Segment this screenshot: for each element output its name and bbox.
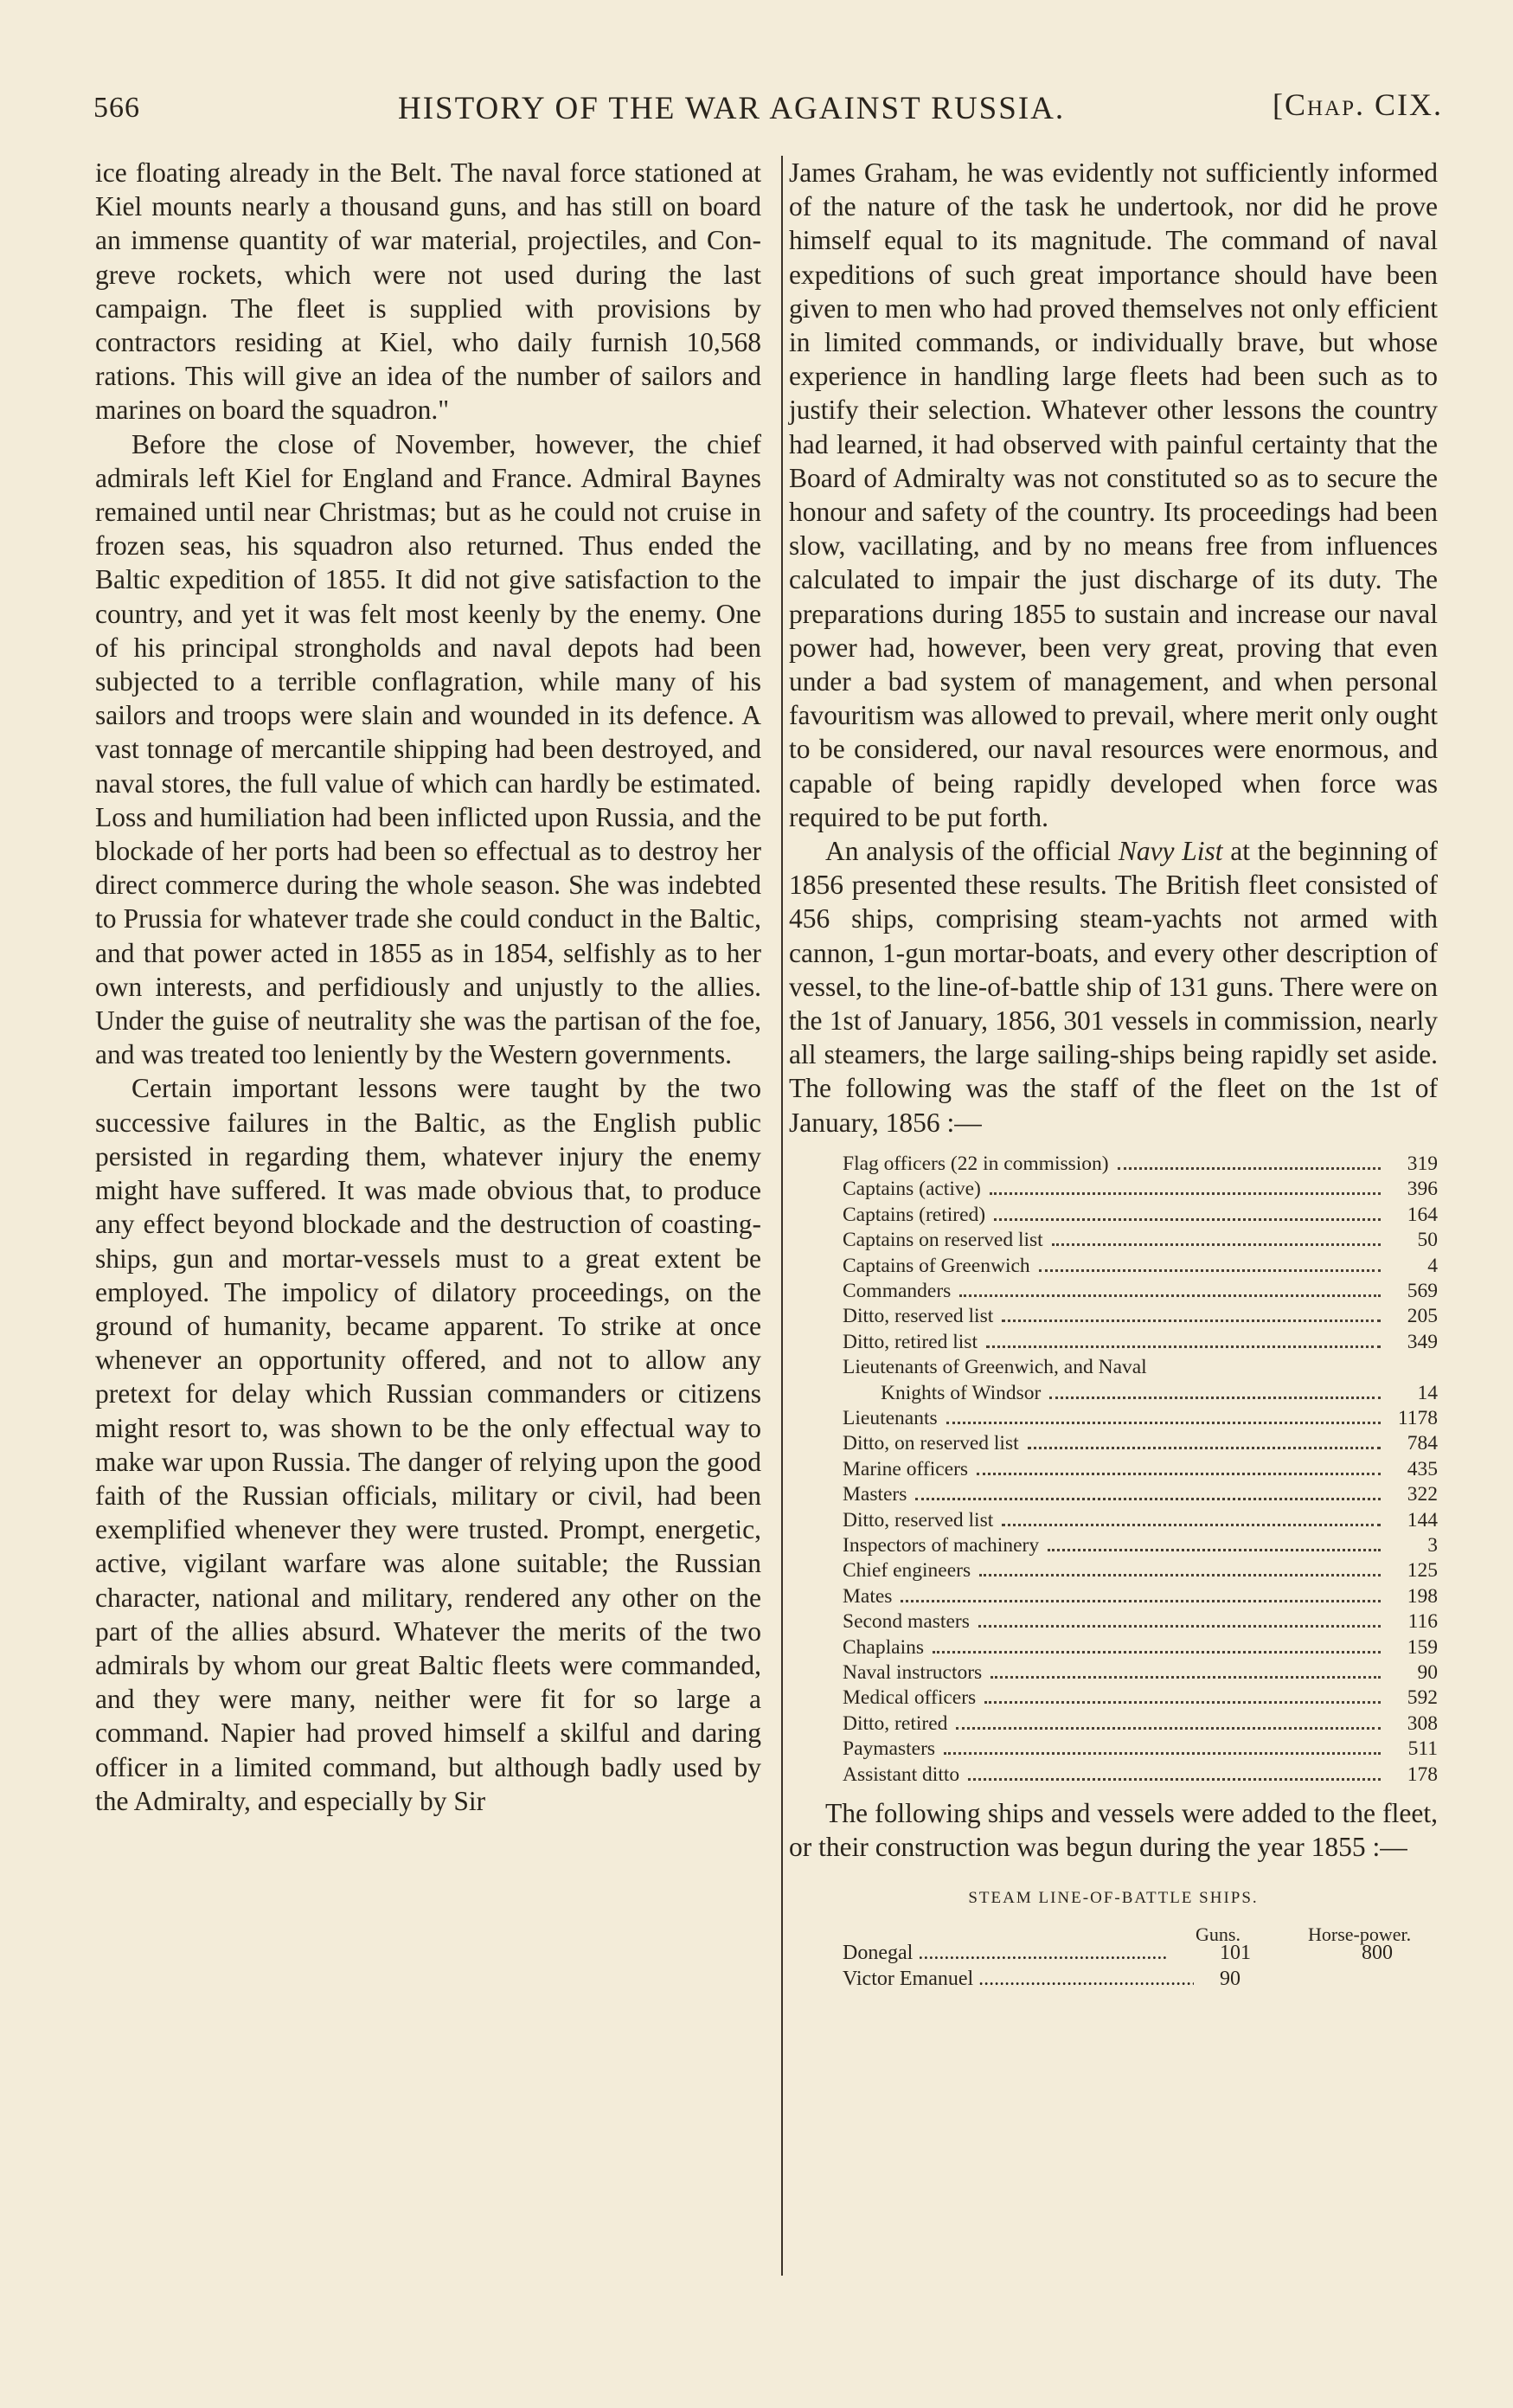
staff-label: Captains (retired) bbox=[843, 1203, 986, 1226]
staff-label: Lieutenants of Greenwich, and Naval bbox=[843, 1356, 1147, 1379]
staff-value: 3 bbox=[1427, 1533, 1438, 1557]
text-run: An analysis of the official bbox=[825, 836, 1119, 867]
staff-row bbox=[843, 1203, 1438, 1228]
ships-intro: The following ships and vessels were added to the fleet, or their construction was begun during the year 1855 :— bbox=[789, 1798, 1438, 1863]
staff-row bbox=[843, 1533, 1438, 1558]
staff-label: Ditto, on reserved list bbox=[843, 1432, 1019, 1455]
leader-dots bbox=[1002, 1524, 1381, 1526]
ship-guns: 90 bbox=[1220, 1967, 1241, 1990]
staff-row bbox=[843, 1330, 1438, 1355]
staff-label: Inspectors of machinery bbox=[843, 1533, 1040, 1557]
text-run: at the beginning of 1856 presented these results. The British fleet consisted of 456 ships, comprising steam-yachts not armed with cannon, 1-gun mortar-boats, and every other description of vessel, to the line-of-battle ship of 131 guns. There were on the 1st of January, 1856, 301 vessels in commission, nearly all steamers, the large sailing-ships being rapidly set aside. The following was the staff of the fleet on the 1st of January, 1856 :— bbox=[789, 836, 1438, 1138]
staff-label: Medical officers bbox=[843, 1686, 977, 1710]
staff-label: Lieutenants bbox=[843, 1406, 938, 1429]
ship-horse-power: 800 bbox=[1362, 1941, 1393, 1964]
staff-value: 14 bbox=[1417, 1381, 1438, 1404]
staff-row bbox=[843, 1279, 1438, 1304]
staff-row bbox=[843, 1482, 1438, 1507]
staff-value: 116 bbox=[1407, 1610, 1438, 1634]
staff-label: Second masters bbox=[843, 1610, 970, 1634]
guns-column-header: Guns. bbox=[1196, 1923, 1241, 1945]
staff-row bbox=[843, 1406, 1438, 1431]
staff-value: 1178 bbox=[1397, 1406, 1438, 1429]
paragraph: ice floating already in the Belt. The naval force stationed at Kiel mounts nearly a thousand guns, and has still on board an immense quantity of war material, projectiles, and Congreve rockets, which were not used during the last campaign. The fleet is supplied with provisions by contractors residing at Kiel, who daily furnish 10,568 rations. This will give an idea of the number of sailors and marines on board the squadron." bbox=[95, 157, 761, 426]
leader-dots bbox=[1002, 1320, 1381, 1322]
ships-heading: STEAM LINE-OF-BATTLE SHIPS. bbox=[968, 1889, 1259, 1908]
staff-label: Chaplains bbox=[843, 1635, 924, 1659]
analysis-paragraph bbox=[789, 834, 1438, 1140]
staff-label: Ditto, retired list bbox=[843, 1330, 978, 1353]
chapter-reference: [Chap. CIX. bbox=[1272, 87, 1443, 122]
leader-dots bbox=[915, 1498, 1381, 1500]
leader-dots bbox=[1028, 1447, 1381, 1449]
staff-label: Captains of Greenwich bbox=[843, 1254, 1030, 1277]
leader-dots bbox=[991, 1676, 1381, 1679]
staff-label: Commanders bbox=[843, 1279, 952, 1302]
leader-dots bbox=[1118, 1167, 1381, 1170]
staff-row bbox=[843, 1635, 1438, 1660]
staff-value: 164 bbox=[1407, 1203, 1438, 1226]
staff-label: Captains on reserved list bbox=[843, 1229, 1043, 1252]
staff-row bbox=[843, 1584, 1438, 1609]
leader-dots bbox=[979, 1574, 1381, 1576]
staff-row bbox=[843, 1431, 1438, 1456]
staff-row bbox=[843, 1304, 1438, 1329]
leader-dots bbox=[977, 1473, 1381, 1475]
leader-dots bbox=[994, 1218, 1381, 1221]
staff-value: 4 bbox=[1427, 1254, 1438, 1277]
paragraph: Before the close of November, however, the chief admirals left Kiel for England and France. Admiral Baynes remained until near Christmas; but as he could not cruise in frozen seas, his squadron also returned. Thus ended the Baltic expedition of 1855. It did not give satisfaction to the country, and yet it was felt most keenly by the enemy. One of his principal strongholds and naval depots had been subjected to a terrible conflagration, while many of his sailors and troops were slain and wounded in its defence. A vast tonnage of mercantile shipping had been destroyed, and naval stores, the full value of which can hardly be estimated. Loss and humiliation had been inflicted upon Russia, and the blockade of her ports had been so effectual as to destroy her direct commerce during the whole season. She was indebted to Prussia for whatever trade she could conduct in the Baltic, and that power acted in 1855 as in 1854, selfishly as to her own interests, and perfidiously and unjustly to the allies. Under the guise of neutrality she was the partisan of the foe, and was treated too leniently by the Western governments. bbox=[95, 428, 761, 1070]
column-divider bbox=[781, 156, 783, 2276]
staff-row bbox=[843, 1711, 1438, 1737]
ship-name: Donegal ..... bbox=[843, 1940, 1194, 1966]
staff-value: 569 bbox=[1407, 1279, 1438, 1302]
staff-label: Paymasters bbox=[843, 1737, 936, 1761]
leader-dots bbox=[959, 1294, 1381, 1297]
staff-row bbox=[843, 1228, 1438, 1253]
leader-dots bbox=[901, 1600, 1381, 1602]
leader-dots bbox=[944, 1752, 1381, 1755]
leader-dots bbox=[978, 1625, 1381, 1628]
leader-dots bbox=[956, 1727, 1381, 1730]
ship-row bbox=[789, 1940, 1438, 1966]
horse-power-column-header: Horse-power. bbox=[1308, 1923, 1412, 1945]
staff-value: 198 bbox=[1407, 1584, 1438, 1608]
left-column bbox=[95, 156, 761, 1818]
staff-value: 322 bbox=[1407, 1483, 1438, 1506]
staff-value: 396 bbox=[1407, 1178, 1438, 1201]
staff-row bbox=[843, 1457, 1438, 1482]
leader-dots bbox=[986, 1345, 1381, 1348]
staff-value: 144 bbox=[1407, 1508, 1438, 1531]
staff-row bbox=[843, 1152, 1438, 1177]
right-column bbox=[789, 156, 1438, 1992]
staff-label: Mates bbox=[843, 1584, 893, 1608]
staff-label: Marine officers bbox=[843, 1457, 969, 1480]
staff-value: 90 bbox=[1417, 1661, 1438, 1685]
leader-dots bbox=[990, 1192, 1381, 1195]
paragraph: James Graham, he was evidently not sufficiently informed of the nature of the task he undertook, nor did he prove himself equal to its magnitude. The command of naval expeditions of such great importance should have been given to men who had proved themselves not only efficient in limited commands, or individually brave, but whose experience in handling large fleets had been such as to justify their selection. Whatever other lessons the country had learned, it had observed with painful certainty that the Board of Admiralty was not constituted so as to secure the honour and safety of the country. Its proceedings had been slow, vacillating, and by no means free from influences calculated to impair the just discharge of its duty. The preparations during 1855 to sustain and increase our naval power had, however, been very great, proving that even under a bad system of management, and when personal favouritism was allowed to prevail, where merit only ought to be considered, our naval resources were enormous, and capable of being rapidly developed when force was required to be put forth. bbox=[789, 157, 1438, 832]
running-header bbox=[93, 85, 1443, 137]
staff-value: 349 bbox=[1407, 1330, 1438, 1353]
navy-list-title: Navy List bbox=[1118, 836, 1223, 867]
ship-name: Victor Emanuel ..... bbox=[843, 1966, 1194, 1992]
leader-dots bbox=[933, 1651, 1381, 1653]
staff-value: 205 bbox=[1407, 1305, 1438, 1328]
staff-row bbox=[843, 1508, 1438, 1533]
staff-row bbox=[843, 1177, 1438, 1202]
staff-label: Masters bbox=[843, 1483, 907, 1506]
leader-dots bbox=[1048, 1549, 1381, 1551]
staff-value: 435 bbox=[1407, 1457, 1438, 1480]
staff-row bbox=[843, 1763, 1438, 1788]
staff-row bbox=[843, 1254, 1438, 1279]
staff-label: Flag officers (22 in commission) bbox=[843, 1152, 1109, 1175]
running-title: HISTORY OF THE WAR AGAINST RUSSIA. bbox=[398, 91, 1066, 126]
page-number: 566 bbox=[93, 92, 140, 124]
staff-label: Ditto, reserved list bbox=[843, 1305, 994, 1328]
staff-row bbox=[843, 1660, 1438, 1686]
staff-value: 511 bbox=[1407, 1737, 1438, 1761]
ship-guns: 101 bbox=[1220, 1941, 1251, 1964]
staff-value: 308 bbox=[1407, 1711, 1438, 1735]
staff-row bbox=[843, 1609, 1438, 1634]
staff-label: Ditto, retired bbox=[843, 1711, 948, 1735]
staff-value: 159 bbox=[1407, 1635, 1438, 1659]
ships-column-headers bbox=[789, 1916, 1438, 1945]
staff-row bbox=[843, 1737, 1438, 1762]
staff-row bbox=[843, 1355, 1438, 1406]
staff-label: Captains (active) bbox=[843, 1178, 981, 1201]
leader-dots bbox=[1039, 1269, 1381, 1272]
staff-value: 592 bbox=[1407, 1686, 1438, 1710]
staff-label: Naval instructors bbox=[843, 1661, 983, 1685]
ships-table bbox=[789, 1940, 1438, 1992]
leader-dots bbox=[968, 1778, 1381, 1781]
staff-table bbox=[789, 1152, 1438, 1788]
staff-label: Ditto, reserved list bbox=[843, 1508, 994, 1531]
ship-row bbox=[789, 1966, 1438, 1992]
staff-value: 50 bbox=[1417, 1229, 1438, 1252]
staff-label: Chief engineers bbox=[843, 1559, 971, 1583]
staff-label: Assistant ditto bbox=[843, 1763, 960, 1786]
staff-value: 319 bbox=[1407, 1152, 1438, 1175]
leader-dots bbox=[984, 1701, 1381, 1704]
staff-value: 125 bbox=[1407, 1559, 1438, 1583]
staff-value: 784 bbox=[1407, 1432, 1438, 1455]
leader-dots bbox=[1052, 1243, 1381, 1246]
staff-label-continued: Knights of Windsor bbox=[881, 1381, 1042, 1404]
leader-dots bbox=[1049, 1397, 1381, 1399]
staff-value: 178 bbox=[1407, 1763, 1438, 1786]
staff-row bbox=[843, 1558, 1438, 1583]
staff-row bbox=[843, 1686, 1438, 1711]
paragraph: Certain important lessons were taught by the two successive failures in the Baltic, as the English public persisted in regarding them, whatever injury the enemy might have suffered. It was made obvious that, to produce any effect beyond blockade and the destruction of coasting-ships, gun and mortar-vessels must to a great extent be employed. The impolicy of dilatory proceedings, on the ground of humanity, became apparent. To strike at once whenever an opportunity offered, and not to allow any pretext for delay which Russian commanders or citizens might resort to, was shown to be the only effectual way to make war upon Russia. The danger of relying upon the good faith of the Russian officials, military or civil, had been exemplified whenever they were trusted. Prompt, energetic, active, vigilant warfare was alone suitable; the Russian character, national and military, rendered any other on the part of the allies absurd. Whatever the merits of the two admirals by whom our great Baltic fleets were commanded, and they were many, neither were fit for so large a command. Napier had proved himself a skilful and daring officer in a limited command, but although badly used by the Admiralty, and especially by Sir bbox=[95, 1073, 761, 1816]
leader-dots bbox=[946, 1422, 1381, 1424]
